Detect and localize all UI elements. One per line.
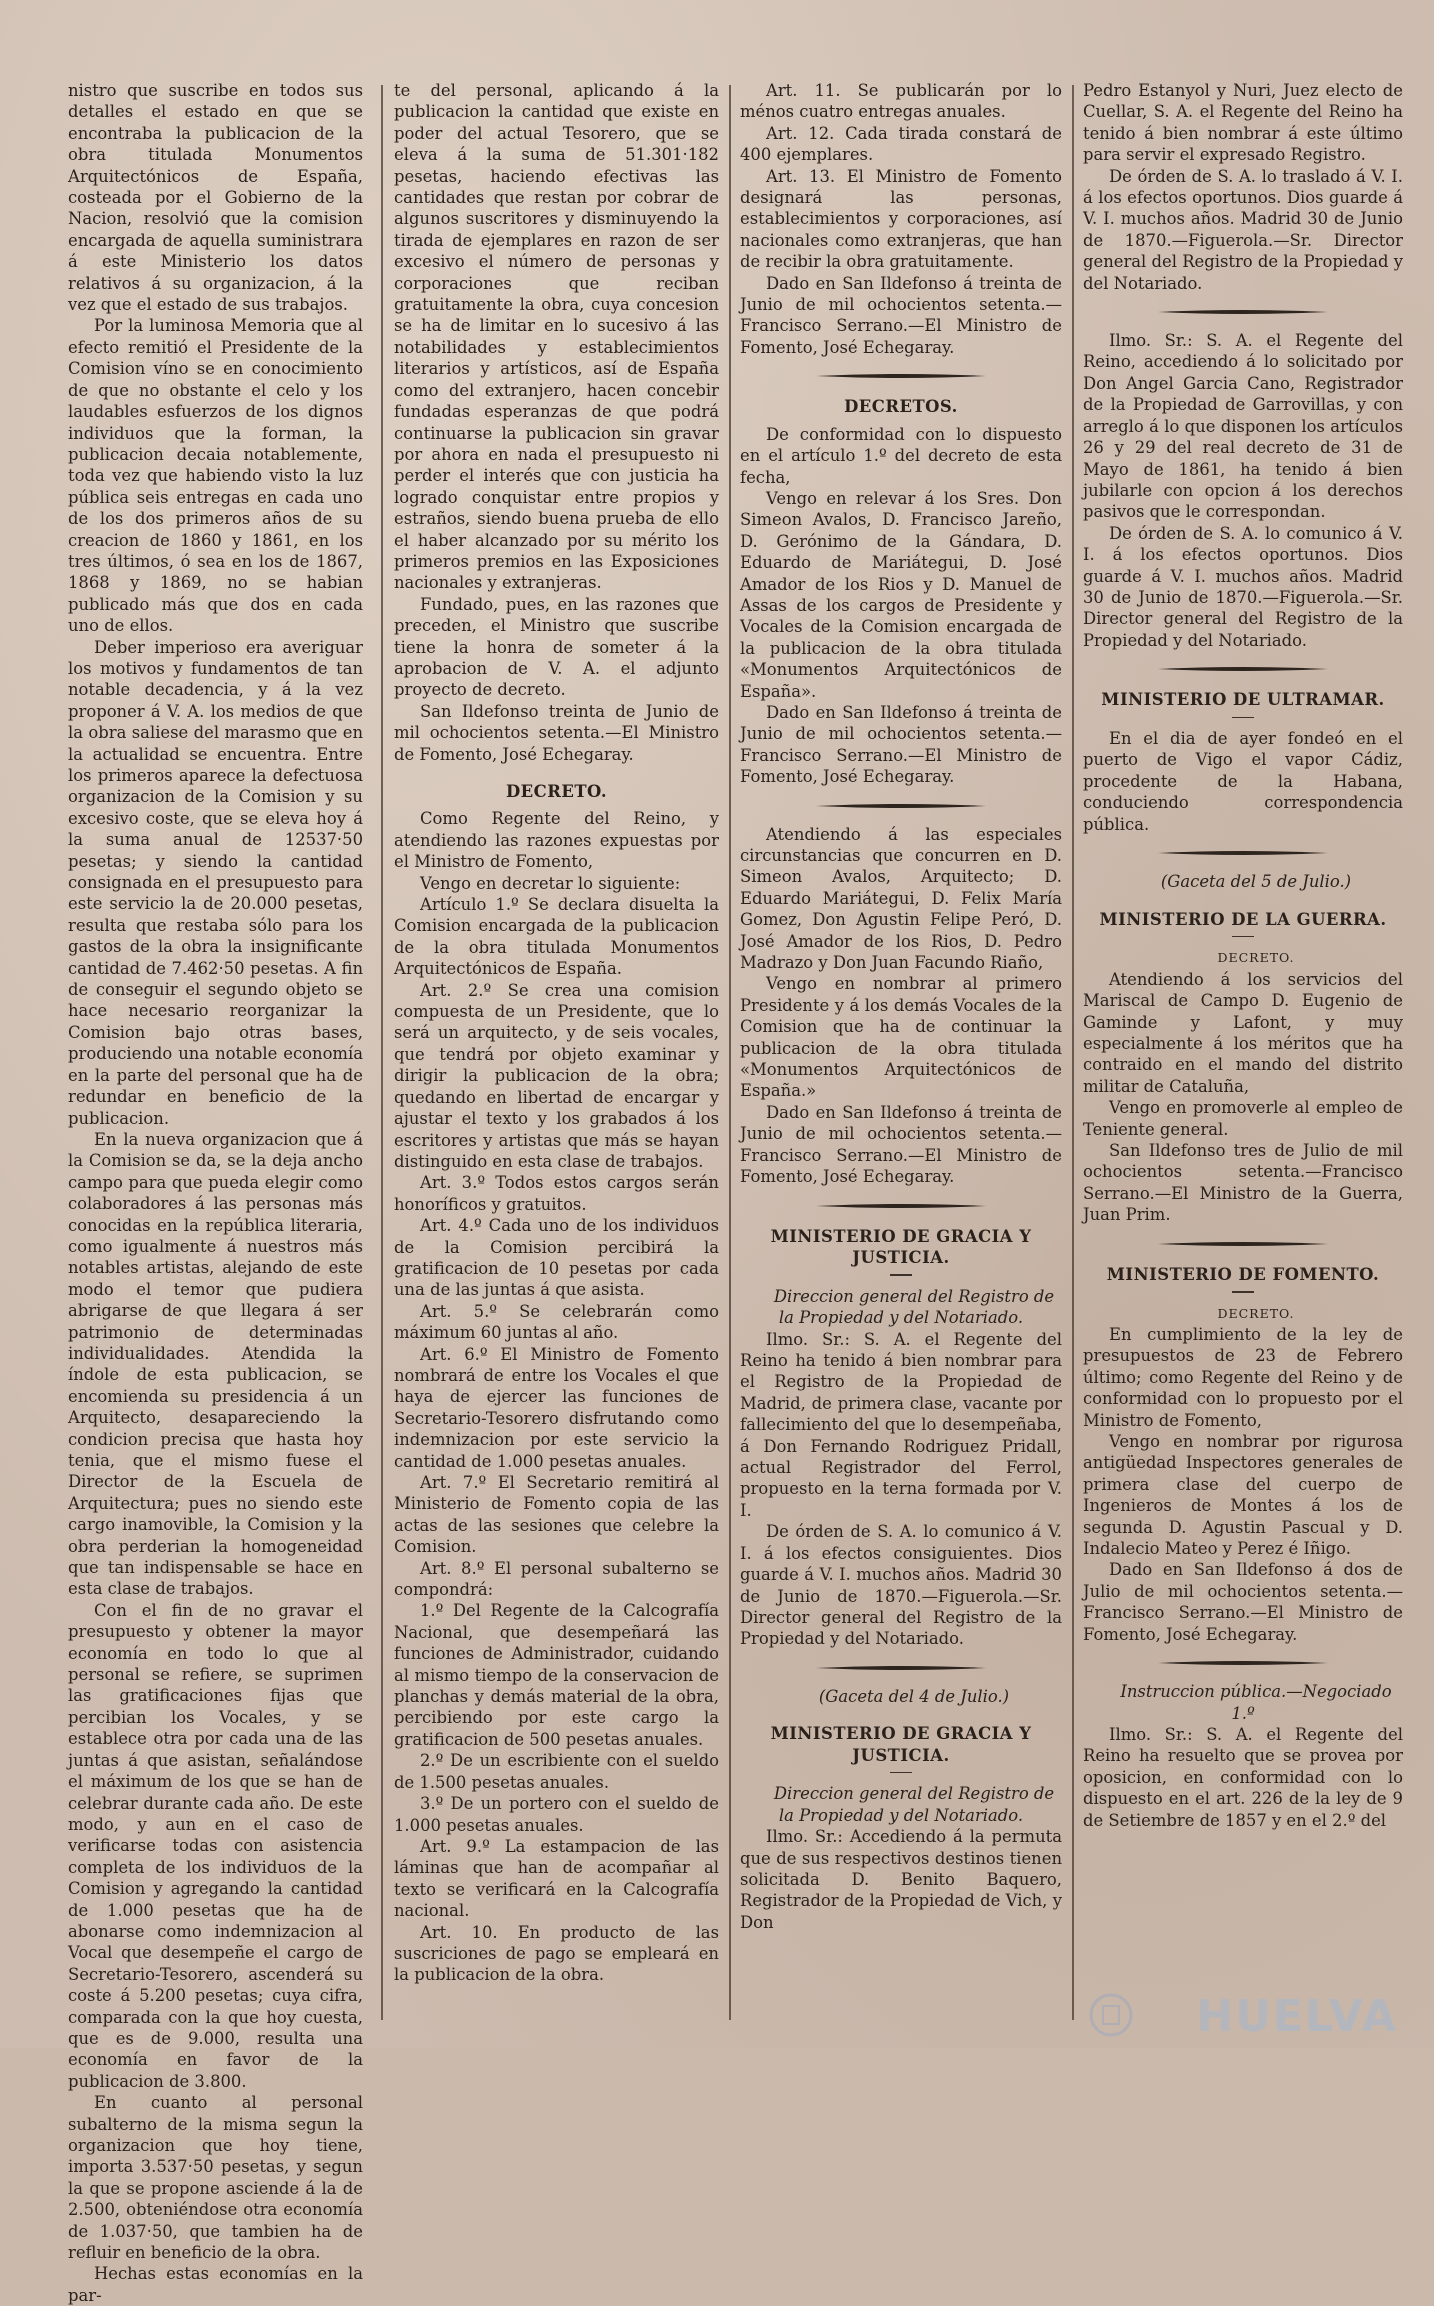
- paragraph: Art. 6.º El Ministro de Fomento nombrará de entre los Vocales el que haya de ejercer las funciones de Secretario-Tesorero disfrutando como indemnizacion por este servicio la cantidad de 1.000 pesetas anuales.: [394, 1344, 719, 1471]
- paragraph: En cuanto al personal subalterno de la misma segun la organizacion que hoy tiene, importa 3.537·50 pesetas, y segun la que se propone asciende á la de 2.500, obteniéndose otra economía de 1.037·50, que tambien ha de refluir en beneficio de la obra.: [68, 2093, 363, 2263]
- paragraph: San Ildefonso tres de Julio de mil ochocientos setenta.—Francisco Serrano.—El Ministro de la Guerra, Juan Prim.: [1083, 1141, 1403, 1225]
- paragraph: Art. 13. El Ministro de Fomento designará las personas, establecimientos y corporaciones, así nacionales como extranjeras, que han de recibir la obra gratuitamente.: [740, 166, 1062, 272]
- section-heading: MINISTERIO DE GRACIA Y JUSTICIA.: [770, 1724, 1032, 1765]
- paragraph: Con el fin de no gravar el presupuesto y obtener la mayor economía en todo lo que al personal se refiere, se suprimen las gratificaciones fijas que percibian los Vocales, y se establece otra por cada una de las juntas á que asistan, señalándose el máximum de los que se han de celebrar durante cada año. De este modo, y aun en el caso de verificarse todas con asistencia completa de los individuos de la Comision y agregando la cantidad de 1.000 pesetas que ha de abonarse como indemnizacion al Vocal que desempeñe el cargo de Secretario-Tesorero, ascenderá su coste á 5.200 pesetas; cuya cifra, comparada con la que hoy cuesta, que es de 9.000, resulta una economía en favor de la publicacion de 3.800.: [68, 1600, 363, 2091]
- paragraph: En la nueva organizacion que á la Comision se da, se la deja ancho campo para que pueda elegir como colaboradores á las personas más conocidas en la república literaria, como igualmente á nuestros más notables artistas, alejando de este modo el temor que pudiera abrigarse de que llegara á ser patrimonio de determinadas individualidades. Atendida la índole de esta publicacion, se encomienda su presidencia á un Arquitecto, desapareciendo la condicion precisa que hasta hoy tenia, que el mismo fuese el Director de la Escuela de Arquitectura; pues no siendo este cargo inamovible, la Comision y la obra perderian la homogeneidad que tan indispensable se hace en esta clase de trabajos.: [68, 1129, 363, 1599]
- italic-subheading: (Gaceta del 5 de Julio.): [1160, 872, 1352, 892]
- column-2: [394, 80, 719, 2035]
- paragraph: Vengo en decretar lo siguiente:: [420, 873, 681, 893]
- ornamental-rule: [1158, 849, 1328, 857]
- paragraph: Art. 7.º El Secretario remitirá al Ministerio de Fomento copia de las actas de las sesiones que celebre la Comision.: [394, 1473, 719, 1557]
- short-rule: [890, 1274, 912, 1276]
- paragraph: De conformidad con lo dispuesto en el artículo 1.º del decreto de esta fecha,: [740, 424, 1062, 487]
- section-heading: MINISTERIO DE FOMENTO.: [1106, 1264, 1380, 1284]
- column-4: [1083, 80, 1403, 2035]
- paragraph: De órden de S. A. lo comunico á V. I. á los efectos consiguientes. Dios guarde á V. I. muchos años. Madrid 30 de Junio de 1870.—Figuerola.—Sr. Director general del Registro de la Propiedad y del Notariado.: [740, 1522, 1062, 1649]
- paragraph: Deber imperioso era averiguar los motivos y fundamentos de tan notable decadencia, y á la vez proponer á V. A. los medios de que la obra saliese del marasmo que en la actualidad se encuentra. Entre los primeros aparece la defectuosa organizacion de la Comision y su excesivo coste, que se eleva hoy á la suma anual de 12537·50 pesetas; y siendo la cantidad consignada en el presupuesto para este servicio la de 20.000 pesetas, resulta que restaba sólo para los gastos de la obra la insignificante cantidad de 7.462·50 pesetas. A fin de conseguir el segundo objeto se hace necesario reorganizar la Comision bajo otras bases, produciendo una notable economía en la parte del personal que ha de redundar en beneficio de la publicacion.: [68, 637, 363, 1128]
- paragraph: Art. 11. Se publicarán por lo ménos cuatro entregas anuales.: [740, 81, 1062, 122]
- paragraph: Fundado, pues, en las razones que preceden, el Ministro que suscribe tiene la honra de someter á la aprobacion de V. A. el adjunto proyecto de decreto.: [394, 594, 719, 700]
- short-rule: [1232, 1291, 1254, 1293]
- italic-subheading: (Gaceta del 4 de Julio.): [818, 1686, 1010, 1706]
- section-heading: DECRETOS.: [844, 397, 958, 417]
- paragraph: Como Regente del Reino, y atendiendo las razones expuestas por el Ministro de Fomento,: [394, 809, 719, 872]
- ornamental-rule: [1158, 1659, 1328, 1667]
- ornamental-rule: [816, 1202, 986, 1210]
- paragraph: De órden de S. A. lo traslado á V. I. á los efectos oportunos. Dios guarde á V. I. muchos años. Madrid 30 de Junio de 1870.—Figuerola.—Sr. Director general del Registro de la Propiedad y del Notariado.: [1083, 166, 1403, 293]
- ornamental-rule: [1158, 665, 1328, 673]
- italic-subheading: Direccion general del Registro de la Propiedad y del Notariado.: [773, 1784, 1055, 1825]
- paragraph: nistro que suscribe en todos sus detalles el estado en que se encontraba la publicacion de la obra titulada Monumentos Arquitectónicos de España, costeada por el Gobierno de la Nacion, resolvió que la comision encargada de aquella suministrara á este Ministerio los datos relativos á su organizacion, á la vez que el estado de sus trabajos.: [68, 81, 363, 315]
- paragraph: Art. 9.º La estampacion de las láminas que han de acompañar al texto se verificará en la Calcografía nacional.: [394, 1836, 719, 1921]
- column-rule: [729, 85, 731, 2020]
- paragraph: Por la luminosa Memoria que al efecto remitió el Presidente de la Comision víno se en conocimiento de que no obstante el celo y los laudables esfuerzos de los dignos individuos que la forman, la publicacion decaia notablemente, toda vez que habiendo visto la luz pública seis entregas en cada uno de los dos primeros años de su creacion de 1860 y 1861, en los tres últimos, ó sea en los de 1867, 1868 y 1869, no se habian publicado más que dos en cada uno de ellos.: [68, 316, 363, 636]
- short-rule: [1232, 717, 1254, 719]
- paragraph: 3.º De un portero con el sueldo de 1.000 pesetas anuales.: [394, 1794, 719, 1835]
- paragraph: Vengo en relevar á los Sres. Don Simeon Avalos, D. Francisco Jareño, D. Gerónimo de la Gándara, D. Eduardo de Mariátegui, D. José Amador de los Rios y D. Manuel de Assas de los cargos de Presidente y Vocales de la Comision encargada de la publicacion de la obra titulada «Monumentos Arquitectónicos de España».: [740, 488, 1062, 701]
- paragraph: Art. 5.º Se celebrarán como máximum 60 juntas al año.: [394, 1301, 719, 1343]
- paragraph: De órden de S. A. lo comunico á V. I. á los efectos oportunos. Dios guarde á V. I. muchos años. Madrid 30 de Junio de 1870.—Figuerola.—Sr. Director general del Registro de la Propiedad y del Notariado.: [1083, 523, 1403, 650]
- column-rule: [1072, 85, 1074, 2020]
- paragraph: 1.º Del Regente de la Calcografía Nacional, que desempeñará las funciones de Administrador, cuidando al mismo tiempo de la conservacion de planchas y demás material de la obra, percibiendo por este cargo la gratificacion de 500 pesetas anuales.: [394, 1601, 719, 1749]
- paragraph: Ilmo. Sr.: Accediendo á la permuta que de sus respectivos destinos tienen solicitada D. Benito Baquero, Registrador de la Propiedad de Vich, y Don: [740, 1827, 1062, 1932]
- paragraph: Art. 2.º Se crea una comision compuesta de un Presidente, que lo será un arquitecto, y de seis vocales, que tendrá por objeto examinar y dirigir la publicacion de la obra; quedando en libertad de encargar y ajustar el texto y los grabados á los escritores y artistas que más se hayan distinguido en esta clase de trabajos.: [394, 980, 719, 1171]
- section-heading: MINISTERIO DE LA GUERRA.: [1099, 909, 1387, 929]
- paragraph: Dado en San Ildefonso á treinta de Junio de mil ochocientos setenta.—Francisco Serrano.—El Ministro de Fomento, José Echegaray.: [740, 702, 1062, 787]
- paragraph: En cumplimiento de la ley de presupuestos de 23 de Febrero último; como Regente del Reino y de conformidad con lo propuesto por el Ministro de Fomento,: [1083, 1325, 1403, 1430]
- paragraph: Vengo en promoverle al empleo de Teniente general.: [1083, 1098, 1403, 1139]
- decree-heading: DECRETO.: [1217, 1305, 1295, 1321]
- watermark-text: HUELVA: [1196, 1991, 1398, 2042]
- paragraph: En el dia de ayer fondeó en el puerto de Vigo el vapor Cádiz, procedente de la Habana, conduciendo correspondencia pública.: [1083, 729, 1403, 834]
- column-1: [68, 80, 363, 2305]
- library-seal-icon: [1088, 1992, 1134, 2038]
- paragraph: Ilmo. Sr.: S. A. el Regente del Reino, accediendo á lo solicitado por Don Angel Garcia Cano, Registrador de la Propiedad de Garrovillas, y con arreglo á lo que disponen los artículos 26 y 29 del real decreto de 31 de Mayo de 1861, ha tenido á bien jubilarle con opcion á los derechos pasivos que le correspondan.: [1083, 331, 1403, 522]
- paragraph: Art. 12. Cada tirada constará de 400 ejemplares.: [740, 123, 1062, 165]
- section-heading: DECRETO.: [505, 782, 608, 801]
- paragraph: Dado en San Ildefonso á treinta de Junio de mil ochocientos setenta.—Francisco Serrano.—El Ministro de Fomento, José Echegaray.: [740, 1102, 1062, 1187]
- paragraph: San Ildefonso treinta de Junio de mil ochocientos setenta.—El Ministro de Fomento, José Echegaray.: [394, 701, 719, 764]
- paragraph: 2.º De un escribiente con el sueldo de 1.500 pesetas anuales.: [394, 1751, 719, 1792]
- paragraph: Atendiendo á los servicios del Mariscal de Campo D. Eugenio de Gaminde y Lafont, y muy especialmente á los méritos que ha contraido en el mando del distrito militar de Cataluña,: [1083, 969, 1403, 1096]
- paragraph: Dado en San Ildefonso á dos de Julio de mil ochocientos setenta.—Francisco Serrano.—El Ministro de Fomento, José Echegaray.: [1083, 1560, 1403, 1644]
- paragraph: Vengo en nombrar por rigurosa antigüedad Inspectores generales de primera clase del cuerpo de Ingenieros de Montes á los de segunda D. Agustin Pascual y D. Indalecio Mateo y Perez é Iñigo.: [1083, 1432, 1403, 1559]
- column-3: [740, 80, 1062, 2035]
- paragraph: Dado en San Ildefonso á treinta de Junio de mil ochocientos setenta.—Francisco Serrano.—El Ministro de Fomento, José Echegaray.: [740, 273, 1062, 357]
- paragraph: Pedro Estanyol y Nuri, Juez electo de Cuellar, S. A. el Regente del Reino ha tenido á bien nombrar á este último para servir el expresado Registro.: [1083, 81, 1403, 165]
- ornamental-rule: [1158, 1240, 1328, 1248]
- paragraph: Hechas estas economías en la par-: [68, 2264, 363, 2305]
- italic-subheading: Instruccion pública.—Negociado 1.º: [1120, 1682, 1392, 1723]
- paragraph: Art. 8.º El personal subalterno se compondrá:: [394, 1558, 719, 1600]
- paragraph: Art. 3.º Todos estos cargos serán honoríficos y gratuitos.: [394, 1173, 719, 1214]
- italic-subheading: Direccion general del Registro de la Propiedad y del Notariado.: [773, 1286, 1055, 1328]
- ornamental-rule: [816, 802, 986, 810]
- ornamental-rule: [1158, 308, 1328, 316]
- paragraph: Ilmo. Sr.: S. A. el Regente del Reino ha resuelto que se provea por oposicion, en conformidad con lo dispuesto en el art. 226 de la ley de 9 de Setiembre de 1857 y en el 2.º del: [1083, 1724, 1403, 1830]
- short-rule: [890, 1772, 912, 1774]
- paragraph: Artículo 1.º Se declara disuelta la Comision encargada de la publicacion de la obra titulada Monumentos Arquitectónicos de España.: [394, 895, 719, 979]
- paragraph: Atendiendo á las especiales circunstancias que concurren en D. Simeon Avalos, Arquitecto; D. Eduardo Mariátegui, D. Felix María Gomez, Don Agustin Felipe Peró, D. José Amador de los Rios, D. Pedro Madrazo y Don Juan Facundo Riaño,: [740, 824, 1062, 973]
- decree-heading: DECRETO.: [1217, 950, 1295, 966]
- ornamental-rule: [816, 372, 986, 380]
- paragraph: Ilmo. Sr.: S. A. el Regente del Reino ha tenido á bien nombrar para el Registro de la Propiedad de Madrid, de primera clase, vacante por fallecimiento del que lo desempeñaba, á Don Fernando Rodriguez Pridall, actual Registrador del Ferrol, propuesto en la terna formada por V. I.: [740, 1329, 1062, 1520]
- paragraph: Art. 10. En producto de las suscriciones de pago se empleará en la publicacion de la obra.: [394, 1922, 719, 1985]
- paragraph: Art. 4.º Cada uno de los individuos de la Comision percibirá la gratificacion de 10 pesetas por cada una de las juntas á que asista.: [394, 1216, 719, 1300]
- section-heading: MINISTERIO DE GRACIA Y JUSTICIA.: [770, 1226, 1032, 1267]
- column-rule: [381, 85, 383, 2020]
- paragraph: te del personal, aplicando á la publicacion la cantidad que existe en poder del actual Tesorero, que se eleva á la suma de 51.301·182 pesetas, haciendo efectivas las cantidades que restan por cobrar de algunos suscritores y disminuyendo la tirada de ejemplares en razon de ser excesivo el número de personas y corporaciones que reciban gratuitamente la obra, cuya concesion se ha de limitar en lo sucesivo á las notabilidades y establecimientos literarios y artísticos, así de España como del extranjero, hacen concebir fundadas esperanzas de que podrá continuarse la publicacion sin gravar por ahora en nada el presupuesto ni perder el interés que con justicia ha logrado conquistar entre propios y estraños, siendo buena prueba de ello el haber alcanzado por su mérito los primeros premios en las Exposiciones nacionales y extranjeras.: [394, 81, 719, 593]
- paragraph: Vengo en nombrar al primero Presidente y á los demás Vocales de la Comision que ha de continuar la publicacion de la obra titulada «Monumentos Arquitectónicos de España.»: [740, 974, 1062, 1101]
- section-heading: MINISTERIO DE ULTRAMAR.: [1101, 690, 1385, 710]
- short-rule: [1232, 936, 1254, 938]
- ornamental-rule: [816, 1664, 986, 1672]
